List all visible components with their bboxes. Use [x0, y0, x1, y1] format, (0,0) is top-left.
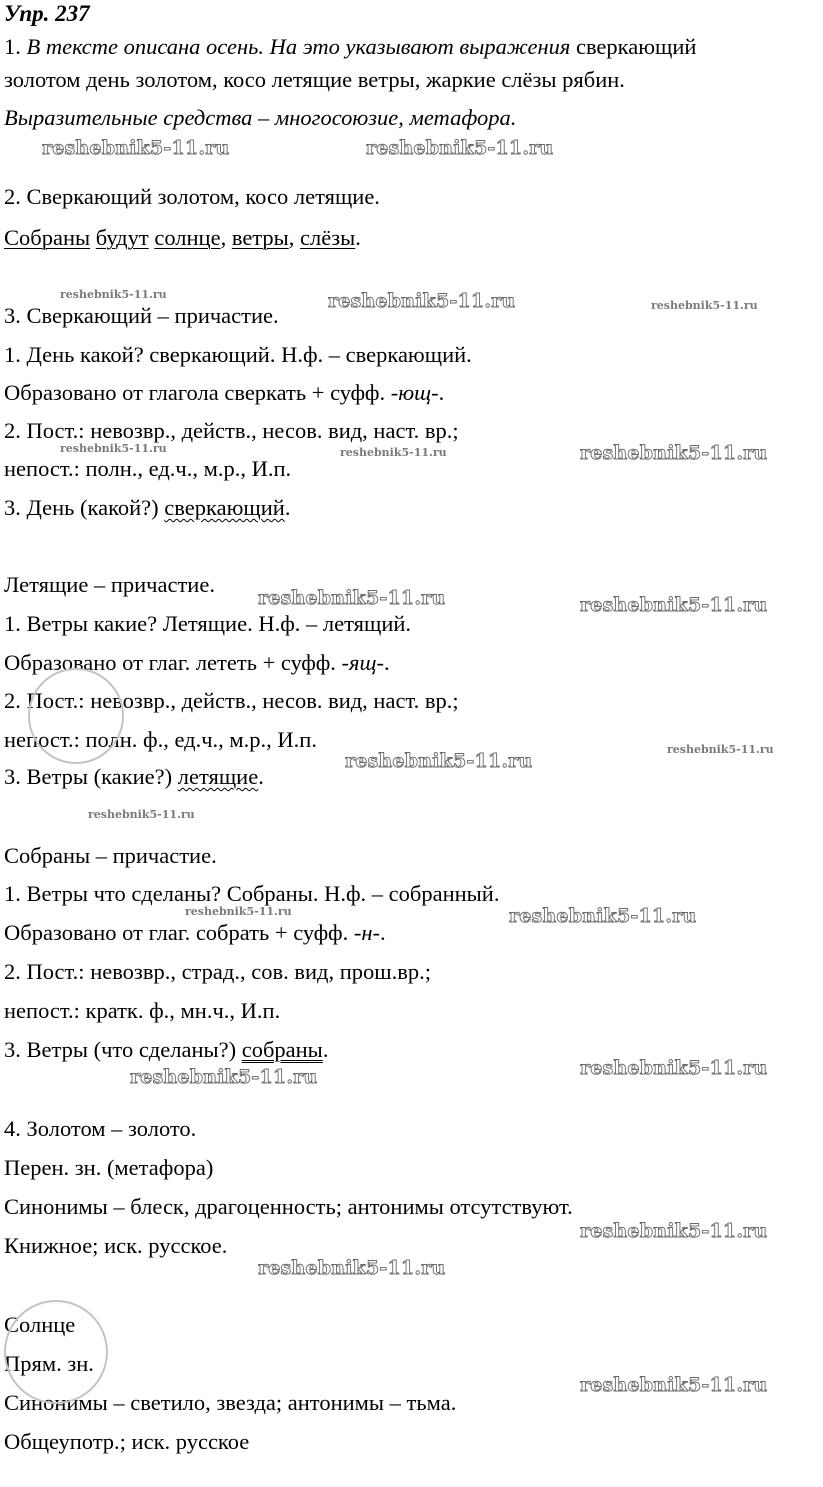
subject-word-1: солнце: [154, 225, 221, 250]
phrase-start: 3. День (какой?): [4, 495, 165, 520]
subject-word-3: слёзы: [300, 225, 356, 250]
answer-6-line-1: 4. Золотом – золото.: [4, 1116, 197, 1141]
watermark-small: reshebnik5-11.ru: [651, 299, 758, 312]
answer-5-line-1: 1. Ветры что сделаны? Собраны. Н.ф. – собранный.: [4, 881, 500, 906]
suffix: -ющ-: [390, 380, 439, 405]
predicate-word: собраны: [241, 1037, 323, 1062]
predicate-word-1: Собраны: [4, 225, 91, 250]
phrase-start: 3. Ветры (какие?): [4, 764, 178, 789]
phrase-start: 3. Ветры (что сделаны?): [4, 1037, 242, 1062]
predicate-word-2: будут: [95, 225, 149, 250]
answer-5-line-5: [4, 1036, 328, 1064]
answer-1-number: 1.: [4, 34, 27, 59]
answer-1-line-1: [4, 33, 696, 61]
period: .: [383, 650, 390, 675]
watermark: reshebnik5-11.ru: [42, 137, 230, 159]
exercise-title: Упр. 237: [4, 1, 90, 26]
answer-3-line-5: [4, 494, 290, 522]
answer-4-line-5: [4, 763, 264, 791]
answer-5-line-2: [4, 919, 386, 947]
watermark: reshebnik5-11.ru: [345, 750, 533, 772]
answer-1-quote-start: сверкающий: [570, 34, 697, 59]
participle-word: летящие: [177, 764, 259, 789]
answer-3-line-3: 2. Пост.: невозвр., действ., несов. вид, наст. вр.;: [4, 418, 459, 443]
answer-1-line-2: золотом день золотом, косо летящие ветры, жаркие слёзы рябин.: [4, 67, 625, 92]
copyright-seal-icon: [28, 668, 124, 764]
answer-7-line-3: Синонимы – светило, звезда; антонимы – тьма.: [4, 1390, 457, 1415]
watermark-small: reshebnik5-11.ru: [88, 808, 195, 821]
answer-3-line-4: непост.: полн., ед.ч., м.р., И.п.: [4, 456, 292, 481]
watermark-small: reshebnik5-11.ru: [60, 442, 167, 455]
watermark-small: reshebnik5-11.ru: [185, 905, 292, 918]
answer-6-line-3: Синонимы – блеск, драгоценность; антонимы отсутствуют.: [4, 1194, 573, 1219]
answer-4-line-4: непост.: полн. ф., ед.ч., м.р., И.п.: [4, 727, 317, 752]
answer-7-line-4: Общеупотр.; иск. русское: [4, 1429, 250, 1454]
participle-word: сверкающий: [164, 495, 285, 520]
period: .: [322, 1037, 329, 1062]
watermark: reshebnik5-11.ru: [328, 290, 516, 312]
answer-3-line-2: [4, 379, 444, 407]
answer-2-line-2: [4, 224, 361, 252]
answer-4-line-1: 1. Ветры какие? Летящие. Н.ф. – летящий.: [4, 611, 412, 636]
watermark: reshebnik5-11.ru: [258, 1257, 446, 1279]
answer-4-line-3: 2. Пост.: невозвр., действ., несов. вид, наст. вр.;: [4, 688, 459, 713]
watermark: reshebnik5-11.ru: [509, 905, 697, 927]
copyright-seal-icon: [4, 1300, 108, 1404]
watermark: reshebnik5-11.ru: [366, 137, 554, 159]
subject-word-2: ветры: [231, 225, 289, 250]
answer-7-line-1: Солнце: [4, 1312, 76, 1337]
formation-text: Образовано от глагола сверкать + суфф.: [4, 380, 391, 405]
watermark: reshebnik5-11.ru: [580, 594, 768, 616]
answer-4-heading: Летящие – причастие.: [4, 572, 215, 597]
period: .: [380, 920, 386, 945]
answer-6-line-4: Книжное; иск. русское.: [4, 1233, 228, 1258]
watermark: reshebnik5-11.ru: [258, 587, 446, 609]
watermark: reshebnik5-11.ru: [580, 442, 768, 464]
comma: ,: [220, 225, 232, 250]
answer-7-line-2: Прям. зн.: [4, 1351, 94, 1376]
watermark: reshebnik5-11.ru: [580, 1220, 768, 1242]
period: .: [284, 495, 291, 520]
watermark-small: reshebnik5-11.ru: [60, 288, 167, 301]
comma: ,: [288, 225, 301, 250]
answer-1-italic-text: В тексте описана осень. На это указывают выражения: [26, 34, 571, 59]
answer-6-line-2: Перен. зн. (метафора): [4, 1155, 214, 1180]
formation-text: Образовано от глаг. лететь + суфф.: [4, 650, 342, 675]
answer-5-line-3: 2. Пост.: невозвр., страд., сов. вид, прош.вр.;: [4, 959, 431, 984]
answer-3-line-1: 1. День какой? сверкающий. Н.ф. – сверкающий.: [4, 342, 472, 367]
watermark-small: reshebnik5-11.ru: [667, 743, 774, 756]
suffix: -ящ-: [341, 650, 384, 675]
period: .: [355, 225, 361, 250]
period: .: [438, 380, 445, 405]
answer-1-line-3: Выразительные средства – многосоюзие, метафора.: [4, 105, 517, 130]
watermark-small: reshebnik5-11.ru: [340, 446, 447, 459]
answer-5-heading: Собраны – причастие.: [4, 843, 217, 868]
answer-5-line-4: непост.: кратк. ф., мн.ч., И.п.: [4, 998, 281, 1023]
formation-text: Образовано от глаг. собрать + суфф.: [4, 920, 354, 945]
watermark: reshebnik5-11.ru: [130, 1066, 318, 1088]
answer-3-heading: 3. Сверкающий – причастие.: [4, 303, 279, 328]
watermark: reshebnik5-11.ru: [580, 1374, 768, 1396]
watermark: reshebnik5-11.ru: [580, 1057, 768, 1079]
answer-2-line-1: 2. Сверкающий золотом, косо летящие.: [4, 184, 380, 209]
period: .: [258, 764, 264, 789]
suffix: -н-: [353, 920, 381, 945]
